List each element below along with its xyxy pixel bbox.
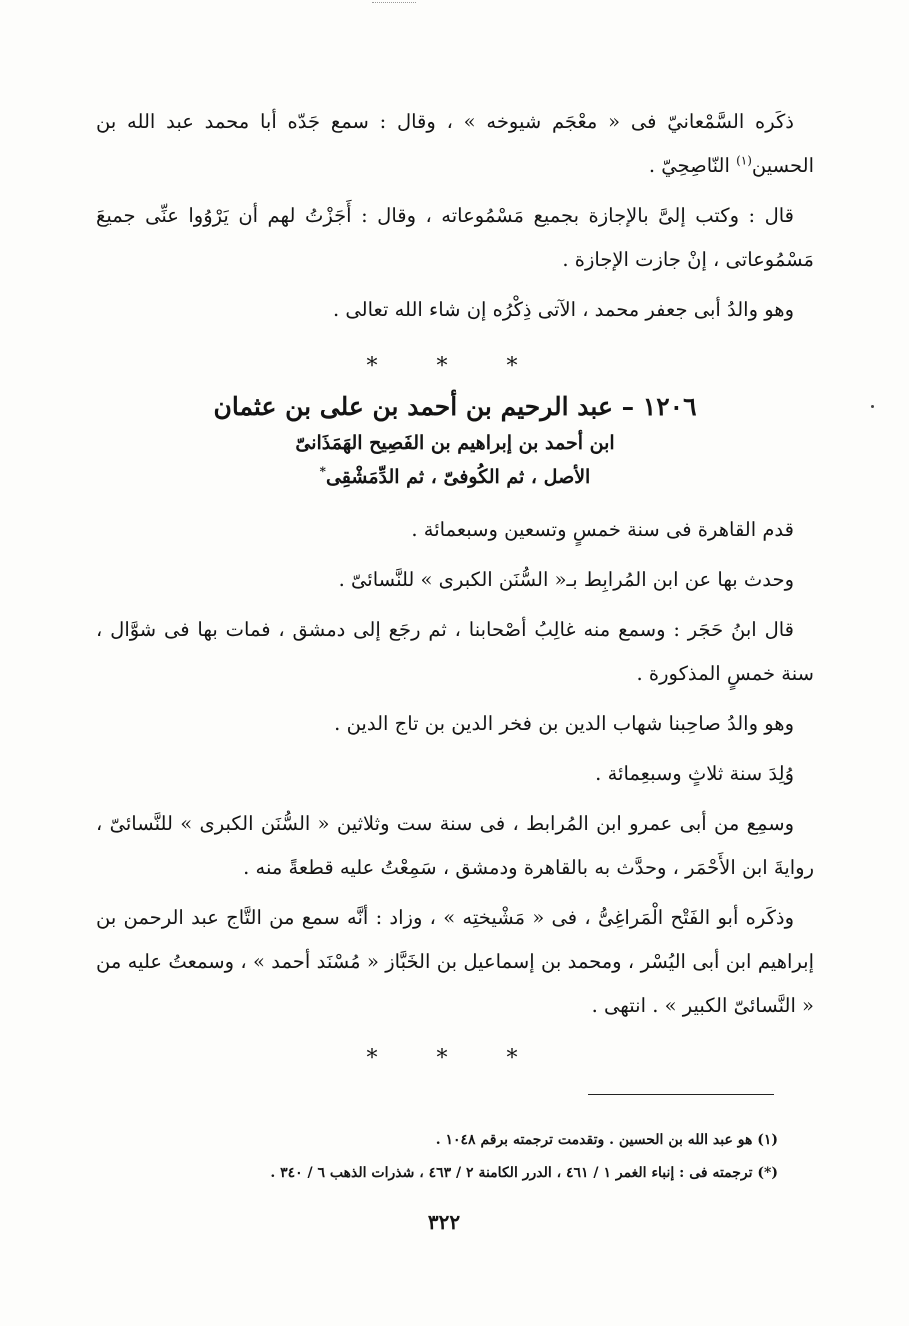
footnote-star: (*) ترجمته فى : إنباء الغمر ١ / ٤٦١ ، الدرر الكامنة ٢ / ٤٦٣ ، شذرات الذهب ٦ / ٣٤٠ . <box>270 1165 778 1181</box>
previous-entry-paragraph-1-text: ذكَره السَّمْعانيّ فى « معْجَم شيوخه » ، وقال : سمع جَدّه أبا محمد عبد الله بن الحسين <box>96 110 814 177</box>
section-separator-lower: * * * <box>366 1046 544 1071</box>
entry-heading-line-2: ابن أحمد بن إبراهيم بن الفَصِيح الهَمَذَانىّ <box>295 432 615 454</box>
entry-paragraph-7: وذكَره أبو الفَتْح الْمَراغِىُّ ، فى « مَشْيختِه » ، وزاد : أنَّه سمع من التَّاج عبد الرحمن بن إبراهيم ابن أبى اليُسْر ، ومحمد بن إسماعيل بن الخَبَّاز « مُسْنَد أحمد » ، وسمعتُ عليه من « النَّسائىّ الكبير » . انتهى . <box>96 906 814 1017</box>
previous-entry-paragraph-1 <box>96 100 814 188</box>
entry-paragraph-6: وسمِع من أبى عمرو ابن المُرابط ، فى سنة ست وثلاثين « السُّنَن الكبرى » للنَّسائىّ ، روايةَ ابن الأَحْمَر ، وحدَّث به بالقاهرة ودمشق ، سَمِعْتُ عليه قطعةً منه . <box>96 812 814 879</box>
entry-paragraph-5: وُلِدَ سنة ثلاثٍ وسبعِمائة . <box>595 762 794 785</box>
page-number: ٣٢٢ <box>427 1210 461 1234</box>
footnote-divider <box>588 1094 774 1095</box>
heading-footnote-mark: * <box>319 464 326 479</box>
section-separator-upper: * * * <box>366 354 544 379</box>
entry-paragraph-1: قدم القاهرة فى سنة خمسٍ وتسعين وسبعمائة . <box>411 518 794 541</box>
previous-entry-paragraph-3: وهو والدُ أبى جعفر محمد ، الآتى ذِكْرُه إن شاء الله تعالى . <box>333 298 794 321</box>
entry-paragraph-4: وهو والدُ صاحِبنا شهاب الدين بن فخر الدين بن تاج الدين . <box>334 712 794 735</box>
previous-entry-paragraph-1-end: النّاصِحِيّ . <box>648 154 737 177</box>
scan-side-dot <box>871 405 874 408</box>
scan-top-mark <box>372 2 416 3</box>
footnotes <box>200 1124 778 1190</box>
entry-heading-line-3-text: الأصل ، ثم الكُوفىّ ، ثم الدِّمَشْقِى <box>325 466 591 488</box>
entry-paragraph-2: وحدث بها عن ابن المُرابِط بـ« السُّنَن الكبرى » للنَّسائىّ . <box>338 568 794 591</box>
entry-paragraph-3: قال ابنُ حَجَر : وسمع منه غالِبُ أصْحابنا ، ثم رجَع إلى دمشق ، فمات بها فى شوَّال ، سنة خمسٍ المذكورة . <box>96 618 814 685</box>
footnote-1: (١) هو عبد الله بن الحسين . وتقدمت ترجمته برقم ١٠٤٨ . <box>435 1132 778 1148</box>
footnote-reference-1: (١) <box>736 153 752 168</box>
previous-entry-paragraph-2: قال : وكتب إلىَّ بالإجازة بجميع مَسْمُوعاته ، وقال : أَجَزْتُ لهم أن يَرْوُوا عنِّى جميعَ مَسْمُوعاتى ، إنْ جازت الإجازة . <box>96 204 814 271</box>
entry-heading-line-3 <box>96 460 814 494</box>
main-text <box>96 100 814 1074</box>
entry-heading-line-1: ١٢٠٦ – عبد الرحيم بن أحمد بن على بن عثمان <box>213 392 697 421</box>
entry-heading <box>96 388 814 494</box>
